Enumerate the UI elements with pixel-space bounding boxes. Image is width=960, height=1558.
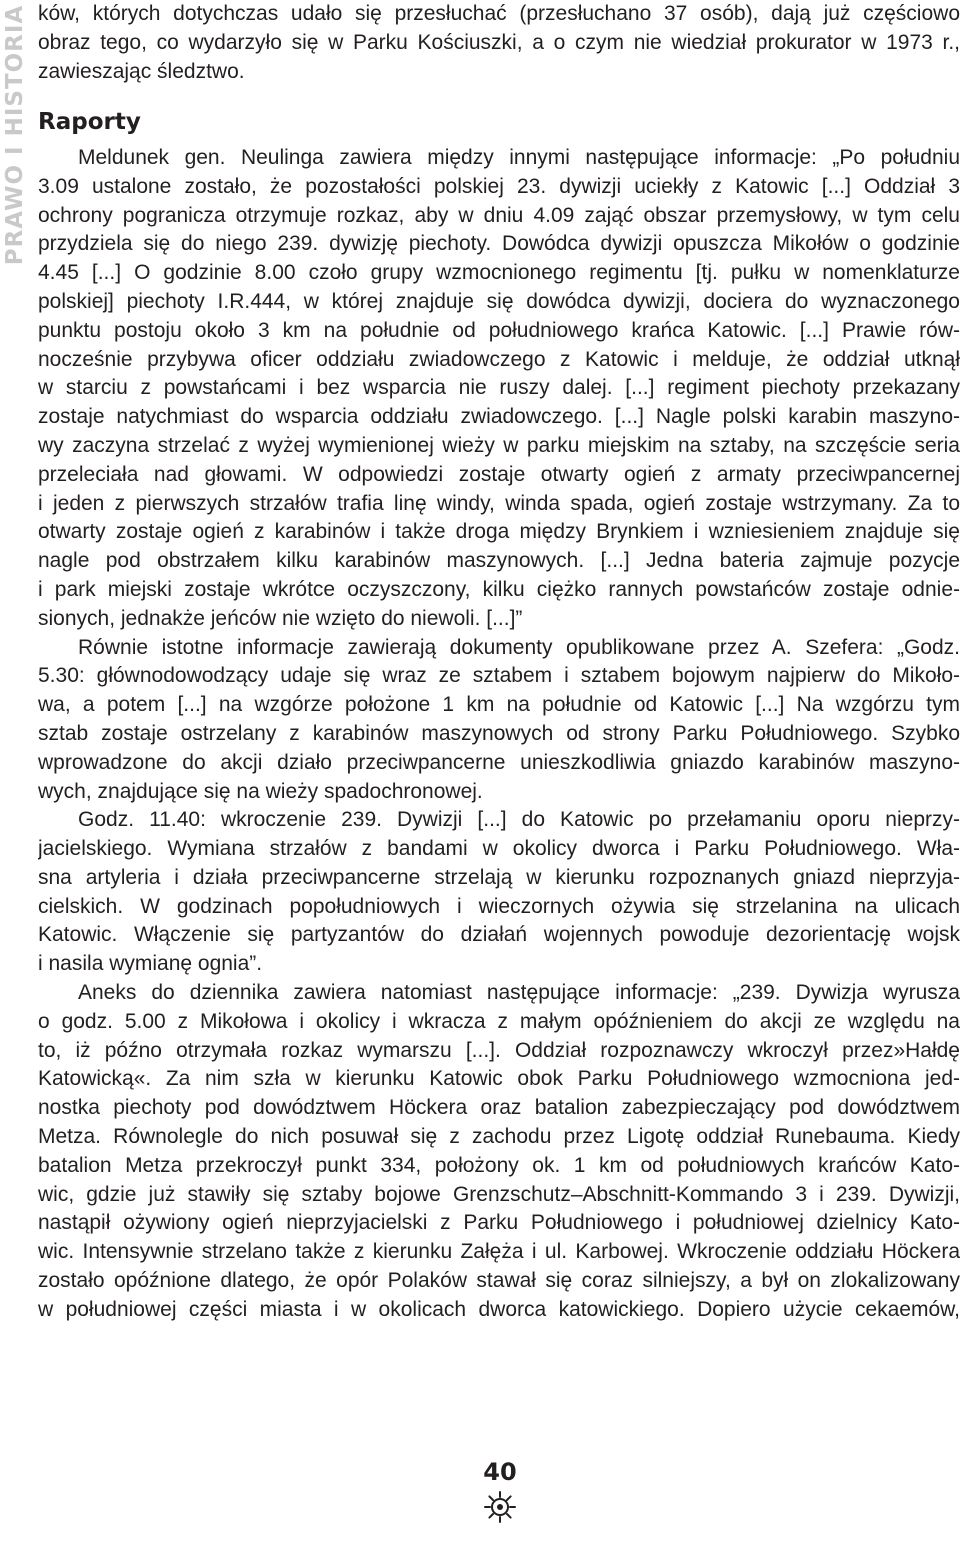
text-line: Meldunek gen. Neulinga zawiera między innymi następujące informacje: „Po południu bbox=[78, 145, 960, 169]
text-line: Katowic. Włączenie się partyzantów do działań wojennych powoduje dezorientację wojsk bbox=[38, 923, 960, 947]
paragraph bbox=[38, 806, 960, 979]
text-line: zostało opóźnione dlatego, że opór Polaków stawał się coraz silniejszy, a był on zlokalizowany bbox=[38, 1269, 960, 1293]
text-line: i nasila wymianę ognia”. bbox=[38, 952, 263, 976]
text-line: w południowej części miasta i w okolicach dworca katowickiego. Dopiero użycie cekaemów, bbox=[38, 1297, 960, 1321]
text-line: i park miejski zostaje wkrótce oczyszczony, kilku ciężko rannych powstańców zostaje odnie- bbox=[38, 577, 960, 601]
article-body bbox=[38, 0, 960, 1325]
paragraph-list bbox=[38, 144, 960, 1325]
page-number: 40 bbox=[483, 1458, 517, 1486]
text-line: zawieszając śledztwo. bbox=[38, 59, 245, 83]
paragraph bbox=[38, 634, 960, 807]
text-line: 5.30: głównodowodzący udaje się wraz ze sztabem i sztabem bojowym najpierw do Mikoło- bbox=[38, 664, 960, 688]
text-line: nostka piechoty pod dowództwem Höckera oraz batalion zabezpieczający pod dowództwem bbox=[38, 1096, 960, 1120]
text-line: to, iż późno otrzymała rozkaz wymarszu [...]. Oddział rozpoznawczy wkroczył przez»Hałdę bbox=[38, 1038, 960, 1062]
journal-side-label bbox=[2, 0, 28, 270]
text-line: 3.09 ustalone zostało, że pozostałości polskiej 23. dywizji uciekły z Katowic [...] Oddział 3 bbox=[38, 174, 960, 198]
text-line: przydziela się do niego 239. dywizję piechoty. Dowódca dywizji opuszcza Mikołów o godzinie bbox=[38, 232, 960, 256]
text-line: punktu postoju około 3 km na południe od południowego krańca Katowic. [...] Prawie rów- bbox=[38, 318, 960, 342]
text-line: o godz. 5.00 z Mikołowa i okolicy i wkracza z małym opóźnieniem do akcji ze względu na bbox=[38, 1009, 960, 1033]
text-line: wych, znajdujące się na wieży spadochronowej. bbox=[38, 779, 483, 803]
text-line: wic. Intensywnie strzelano także z kierunku Załęża i ul. Karbowej. Wkroczenie oddziału Höckera bbox=[38, 1240, 960, 1264]
text-line: wa, a potem [...] na wzgórze położone 1 km na południe od Katowic [...] Na wzgórzu tym bbox=[38, 693, 960, 717]
text-line: sionych, jednakże jeńców nie wzięto do niewoli. [...]” bbox=[38, 606, 523, 630]
text-line: cielskich. W godzinach popołudniowych i wieczornych ożywia się strzelanina na ulicach bbox=[38, 894, 960, 918]
text-line: wprowadzone do akcji działo przeciwpancerne unieszkodliwia gniazdo karabinów maszyno- bbox=[38, 750, 960, 774]
text-line: sna artyleria i działa przeciwpancerne strzelają w kierunku rozpoznanych gniazd nieprzyja- bbox=[38, 865, 960, 889]
journal-logo-icon bbox=[483, 1490, 517, 1524]
paragraph bbox=[38, 144, 960, 634]
text-line: Katowicką«. Za nim szła w kierunku Katowic obok Parku Południowego wzmocniona jed- bbox=[38, 1067, 960, 1091]
text-line: wy zaczyna strzelać z wyżej wymienionej wieży w parku miejskim na sztaby, na szczęście seria bbox=[38, 433, 960, 457]
text-line: obraz tego, co wydarzyło się w Parku Kościuszki, a o czym nie wiedział prokurator w 1973 r., bbox=[38, 30, 960, 54]
intro-paragraph bbox=[38, 0, 960, 86]
text-line: batalion Metza przekroczył punkt 334, położony ok. 1 km od południowych krańców Kato- bbox=[38, 1153, 960, 1177]
text-line: w starciu z powstańcami i bez wsparcia nie ruszy dalej. [...] regiment piechoty przekazany bbox=[38, 376, 960, 400]
text-line: ochrony pogranicza otrzymuje rozkaz, aby w dniu 4.09 zająć obszar przemysłowy, w tym celu bbox=[38, 203, 960, 227]
text-line: ków, których dotychczas udało się przesłuchać (przesłuchano 37 osób), dają już częściowo bbox=[38, 2, 960, 25]
text-line: nagle pod obstrzałem kilku karabinów maszynowych. [...] Jedna bateria zajmuje pozycje bbox=[38, 549, 960, 573]
section-heading: Raporty bbox=[38, 108, 141, 135]
text-line: przeleciała nad głowami. W odpowiedzi zostaje otwarty ogień z armaty przeciwpancernej bbox=[38, 462, 960, 486]
text-line: wic, gdzie już stawiły się sztaby bojowe Grenzschutz–Abschnitt-Kommando 3 i 239. Dywizji, bbox=[38, 1182, 960, 1206]
text-line: i jeden z pierwszych strzałów trafia linę windy, winda spada, ogień zostaje wstrzymany. Za to bbox=[38, 491, 960, 515]
text-line: Równie istotne informacje zawierają dokumenty opublikowane przez A. Szefera: „Godz. bbox=[78, 635, 960, 659]
text-line: Aneks do dziennika zawiera natomiast następujące informacje: „239. Dywizja wyrusza bbox=[78, 981, 960, 1005]
text-line: otwarty zostaje ogień z karabinów i także droga między Brynkiem i wzniesieniem znajduje się bbox=[38, 520, 960, 544]
text-line: Metza. Równolegle do nich posuwał się z zachodu przez Ligotę oddział Runebauma. Kiedy bbox=[38, 1125, 960, 1149]
text-line: jacielskiego. Wymiana strzałów z bandami w okolicy dworca i Parku Południowego. Wła- bbox=[38, 837, 960, 861]
text-line: nastąpił ożywiony ogień nieprzyjacielski z Parku Południowego i południowej dzielnicy Kato- bbox=[38, 1211, 960, 1235]
text-line: 4.45 [...] O godzinie 8.00 czoło grupy wzmocnionego regimentu [tj. pułku w nomenklaturze bbox=[38, 261, 960, 285]
journal-title: PRAWO I HISTORIA bbox=[2, 4, 28, 266]
text-line: Godz. 11.40: wkroczenie 239. Dywizji [...] do Katowic po przełamaniu oporu nieprzy- bbox=[78, 808, 960, 832]
text-line: sztab zostaje ostrzelany z karabinów maszynowych od strony Parku Południowego. Szybko bbox=[38, 721, 960, 745]
text-line: zostaje natychmiast do wsparcia oddziału zwiadowczego. [...] Nagle polski karabin maszyno- bbox=[38, 405, 960, 429]
text-line: polskiej] piechoty I.R.444, w której znajduje się dowódca dywizji, dociera do wyznaczonego bbox=[38, 289, 960, 313]
paragraph bbox=[38, 979, 960, 1325]
text-line: nocześnie przybywa oficer oddziału zwiadowczego z Katowic i melduje, że oddział utknął bbox=[38, 347, 960, 371]
